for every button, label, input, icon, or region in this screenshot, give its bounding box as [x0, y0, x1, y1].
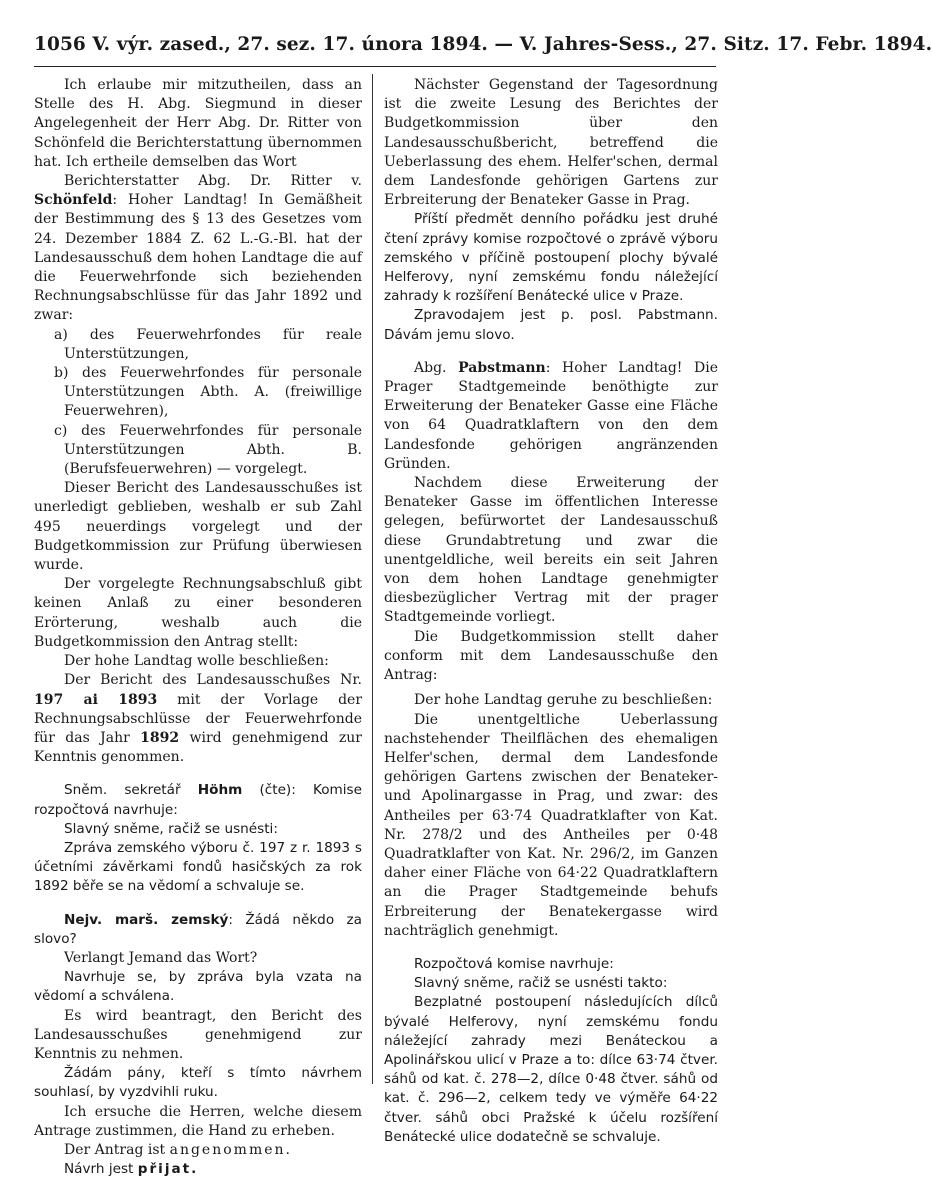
paragraph: Ich ersuche die Herren, welche diesem Antrage zustimmen, die Hand zu erheben.: [34, 1103, 362, 1139]
czech-paragraph: Příští předmět denního pořádku jest druhé čtení zprávy komise rozpočtové o zprávě výboru zemského v příčině postoupení plochy bývalé Helferovy, nyní zemskému fondu náležející zahrady k rozšíření Benátecké ulice v Praze.: [384, 211, 718, 305]
column-divider: [372, 74, 373, 1084]
paragraph: Der hohe Landtag geruhe zu beschließen:: [414, 692, 713, 709]
speaker-name: Höhm: [197, 782, 243, 799]
czech-paragraph: Bezplatné postoupení následujících dílců bývalé Helferovy, nyní zemskému fondu náležející zahrady mezi Benáteckou a Apolinářskou ulicí v Praze a to: dílce 63·74 čtver. sáhů od kat. č. 278—2, dílce 0·48 čtver. sáhů od kat. č. 296—2, celkem tedy ve výměře 64·22 čtver. sáhů obci Pražské k účelu rozšíření Benátecké ulice dodatečně se schvaluje.: [384, 994, 718, 1145]
paragraph: Nachdem diese Erweiterung der Benateker Gasse im öffentlichen Interesse gelegen, befürwortet der Landesausschuß diese Grundabtretung und zwar die unentgeldliche, weil bereits ein seit Jahren von dem hohen Landtage genehmigter diesbezüglicher Vertrag mit der prager Stadtgemeinde vorliegt.: [384, 475, 718, 626]
czech-paragraph: Návrh jest přijat.: [64, 1161, 199, 1178]
paragraph: Nächster Gegenstand der Tagesordnung ist die zweite Lesung des Berichtes der Budgetkommission über den Landesausschußbericht, betreffend die Ueberlassung des ehem. Helfer'schen, dermal dem Landesfonde gehörigen Gartens zur Erbreiterung der Benateker Gasse in Prag.: [384, 77, 718, 209]
header-rule: [34, 66, 716, 67]
paragraph: Verlangt Jemand das Wort?: [64, 949, 258, 966]
paragraph: Es wird beantragt, den Bericht des Landesausschußes genehmigend zur Kenntnis zu nehmen.: [34, 1007, 362, 1062]
list-item: a) des Feuerwehrfondes für reale Unterstützungen,: [54, 326, 362, 362]
paragraph: Der vorgelegte Rechnungsabschluß gibt keinen Anlaß zu einer besonderen Erörterung, weshalb auch die Budgetkommission den Antrag stellt:: [34, 576, 362, 650]
czech-paragraph: Slavný sněme, račiž se usnésti takto:: [414, 975, 668, 992]
czech-paragraph: Žádám pány, kteří s tímto návrhem souhlasí, by vyzdvihli ruku.: [34, 1065, 362, 1101]
paragraph: [34, 172, 362, 326]
czech-paragraph: Navrhuje se, by zpráva byla vzata na vědomí a schválena.: [34, 969, 362, 1005]
list-item: b) des Feuerwehrfondes für personale Unterstützungen Abth. A. (freiwillige Feuerwehren),: [54, 365, 362, 420]
speaker-name: Pabstmann: [458, 359, 546, 376]
speaker-label: Berichterstatter Abg. Dr. Ritter v.: [64, 173, 362, 190]
speaker-name: Schönfeld: [34, 192, 113, 209]
czech-paragraph: Rozpočtová komise navrhuje:: [414, 955, 614, 972]
speaker-name: Nejv. marš. zemský: [64, 911, 229, 928]
running-header: 1056 V. výr. zased., 27. sez. 17. února 1894. — V. Jahres-Sess., 27. Sitz. 17. Febr. 1894.: [34, 34, 932, 55]
paragraph-text: : Hoher Landtag! In Gemäßheit der Bestimmung des § 13 des Gesetzes vom 24. Dezember 1884 Z. 62 L.-G.-Bl. hat der Landesausschuß dem hohen Landtage die auf die Feuerwehrfonde sich beziehenden Rechnungsabschlüsse für das Jahr 1892 und zwar:: [34, 192, 362, 324]
left-column: [34, 76, 362, 1179]
paragraph: Dieser Bericht des Landesausschußes ist unerledigt geblieben, weshalb er sub Zahl 495 neuerdings vorgelegt und der Budgetkommission zur Prüfung überwiesen wurde.: [34, 480, 362, 574]
list-item: c) des Feuerwehrfondes für personale Unterstützungen Abth. B. (Berufsfeuerwehren) — vorgelegt.: [54, 422, 362, 478]
czech-paragraph: Slavný sněme, račiž se usnésti:: [64, 820, 278, 837]
paragraph: Der hohe Landtag wolle beschließen:: [64, 653, 329, 670]
paragraph: Abg. Pabstmann: Hoher Landtag! Die Prager Stadtgemeinde benöthigte zur Erweiterung der Benateker Gasse eine Fläche von 64 Quadratklaftern von den dem Landesfonde gehörigen angränzenden Gründen.: [384, 359, 719, 472]
paragraph: Die Budgetkommission stellt daher conform mit dem Landesausschuße den Antrag:: [384, 628, 718, 684]
czech-paragraph: Nejv. marš. zemský: Žádá někdo za slovo?: [34, 911, 362, 947]
czech-paragraph: Sněm. sekretář Höhm (čte): Komise rozpočtová navrhuje:: [34, 782, 362, 818]
paragraph: Die unentgeltliche Ueberlassung nachstehender Theilflächen des ehemaligen Helfer'schen, dermal dem Landesfonde gehörigen Gartens zwischen der Benateker- und Apolinargasse in Prag, und zwar: des Antheiles per 63·74 Quadratklafter von Kat. Nr. 278/2 und des Antheiles per 0·48 Quadratklafter von Kat. Nr. 296/2, im Ganzen daher einer Fläche von 64·22 Quadratklaftern an die Prager Stadtgemeinde behufs Erbreiterung der Benatekergasse wird nachträglich genehmigt.: [384, 711, 718, 939]
paragraph: Der Bericht des Landesausschußes Nr. 197 ai 1893 mit der Vorlage der Rechnungsabschlüsse der Feuerwehrfonde für das Jahr 1892 wird genehmigend zur Kenntnis genommen.: [34, 672, 363, 766]
right-column: [384, 76, 718, 1147]
czech-paragraph: Zpráva zemského výboru č. 197 z r. 1893 s účetními závěrkami fondů hasičských za rok 1892 běře se na vědomí a schvaluje se.: [34, 839, 362, 895]
paragraph: Ich erlaube mir mitzutheilen, dass an Stelle des H. Abg. Siegmund in dieser Angelegenheit der Herr Abg. Dr. Ritter von Schönfeld die Berichterstattung übernommen hat. Ich ertheile demselben das Wort: [34, 77, 362, 170]
paragraph: Der Antrag ist angenommen.: [64, 1141, 292, 1158]
czech-paragraph: Zpravodajem jest p. posl. Pabstmann. Dávám jemu slovo.: [384, 307, 718, 343]
